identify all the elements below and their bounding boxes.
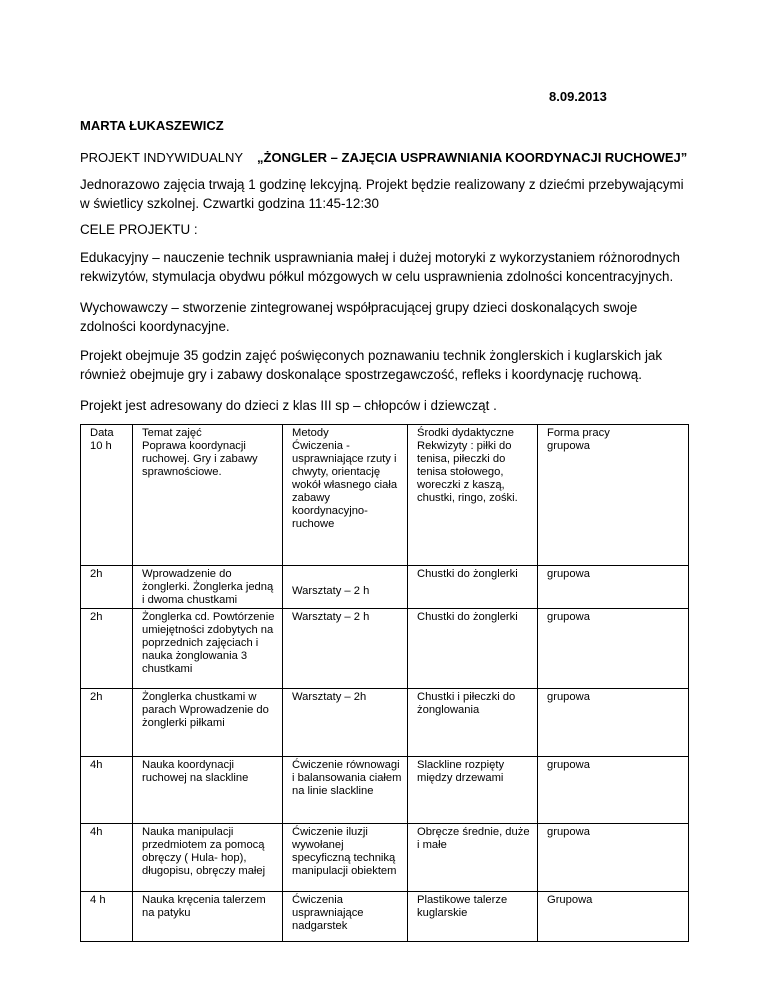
scope-paragraph: Projekt obejmuje 35 godzin zajęć poświęconych poznawaniu technik żonglerskich i kuglarskich jak również obejmuje gry i zabawy doskonalące spostrzegawczość, refleks i koordynację ruchową.	[80, 348, 663, 382]
table-row	[81, 892, 689, 942]
row-method: Warsztaty – 2 h	[283, 609, 408, 689]
header-topic-cell	[133, 425, 283, 566]
row-method: Warsztaty – 2h	[283, 689, 408, 757]
row-method: Ćwiczenie iluzji wywołanej specyficzną techniką manipulacji obiektem	[283, 824, 408, 892]
audience-paragraph: Projekt jest adresowany do dzieci z klas III sp – chłopców i dziewcząt .	[80, 398, 497, 413]
table-row	[81, 566, 689, 609]
row-form: grupowa	[538, 689, 689, 757]
row-means: Chustki do żonglerki	[408, 609, 538, 689]
row-method-cell	[283, 566, 408, 609]
header-date-label: Data	[90, 427, 114, 439]
header-date-cell	[81, 425, 133, 566]
header-methods-detail: Ćwiczenia - usprawniające rzuty i chwyty, orientację wokół własnego ciała zabawy koordynacyjno-ruchowe	[292, 440, 398, 530]
row-topic: Żonglerka cd. Powtórzenie umiejętności zdobytych na poprzednich zajęciach i nauka żonglowania 3 chustkami	[133, 609, 283, 689]
header-topic-detail: Poprawa koordynacji ruchowej. Gry i zabawy sprawnościowe.	[142, 440, 258, 478]
row-means: Plastikowe talerze kuglarskie	[408, 892, 538, 942]
row-form: grupowa	[538, 757, 689, 824]
row-hours: 2h	[81, 609, 133, 689]
row-method: Ćwiczenia usprawniające nadgarstek	[283, 892, 408, 942]
table-row	[81, 609, 689, 689]
project-title: „ŻONGLER – ZAJĘCIA USPRAWNIANIA KOORDYNACJI RUCHOWEJ”	[257, 150, 688, 165]
row-form: grupowa	[538, 609, 689, 689]
header-methods-label: Metody	[292, 427, 329, 439]
row-means: Chustki i piłeczki do żonglowania	[408, 689, 538, 757]
row-topic: Wprowadzenie do żonglerki. Żonglerka jedną i dwoma chustkami	[133, 566, 283, 609]
author-name: MARTA ŁUKASZEWICZ	[80, 118, 224, 133]
row-means: Slackline rozpięty między drzewami	[408, 757, 538, 824]
row-topic: Nauka kręcenia talerzem na patyku	[133, 892, 283, 942]
header-form-label: Forma pracy	[547, 427, 610, 439]
row-hours: 2h	[81, 689, 133, 757]
document-date: 8.09.2013	[549, 89, 607, 104]
row-form: grupowa	[538, 566, 689, 609]
table-row	[81, 757, 689, 824]
row-means: Chustki do żonglerki	[408, 566, 538, 609]
header-form-cell	[538, 425, 689, 566]
header-date-hours: 10 h	[90, 440, 112, 452]
row-hours: 4 h	[81, 892, 133, 942]
row-topic: Nauka koordynacji ruchowej na slackline	[133, 757, 283, 824]
row-method: Ćwiczenie równowagi i balansowania ciałem na linie slackline	[283, 757, 408, 824]
row-hours: 4h	[81, 757, 133, 824]
row-hours: 2h	[81, 566, 133, 609]
project-line	[80, 150, 687, 165]
table-row	[81, 824, 689, 892]
header-topic-label: Temat zajęć	[142, 427, 202, 439]
row-means: Obręcze średnie, duże i małe	[408, 824, 538, 892]
goals-heading: CELE PROJEKTU :	[80, 222, 198, 237]
row-form: Grupowa	[538, 892, 689, 942]
row-topic: Żonglerka chustkami w parach Wprowadzenie do żonglerki piłkami	[133, 689, 283, 757]
table-row	[81, 689, 689, 757]
header-means-detail: Rekwizyty : piłki do tenisa, piłeczki do tenisa stołowego, woreczki z kaszą, chustki, ringo, zośki.	[417, 440, 518, 504]
header-means-label: Środki dydaktyczne	[417, 427, 515, 439]
schedule-table	[80, 424, 689, 942]
row-form: grupowa	[538, 824, 689, 892]
header-methods-cell	[283, 425, 408, 566]
goal-educational: Edukacyjny – nauczenie technik usprawniania małej i dużej motoryki z wykorzystaniem różnorodnych rekwizytów, stymulacja obydwu półkul mózgowych w celu usprawnienia zdolności koncentracyjnych.	[80, 250, 680, 284]
table-header-row	[81, 425, 689, 566]
row-hours: 4h	[81, 824, 133, 892]
goal-pedagogical: Wychowawczy – stworzenie zintegrowanej współpracującej grupy dzieci doskonalących swoje zdolności koordynacyjne.	[80, 300, 638, 334]
intro-paragraph: Jednorazowo zajęcia trwają 1 godzinę lekcyjną. Projekt będzie realizowany z dziećmi przebywającymi w świetlicy szkolnej. Czwartki godzina 11:45-12:30	[80, 177, 684, 211]
row-topic: Nauka manipulacji przedmiotem za pomocą obręczy ( Hula- hop), długopisu, obręczy małej	[133, 824, 283, 892]
row-method: Warsztaty – 2 h	[292, 585, 370, 597]
header-form-detail: grupowa	[547, 440, 590, 452]
header-means-cell	[408, 425, 538, 566]
project-label: PROJEKT INDYWIDUALNY	[80, 150, 244, 165]
